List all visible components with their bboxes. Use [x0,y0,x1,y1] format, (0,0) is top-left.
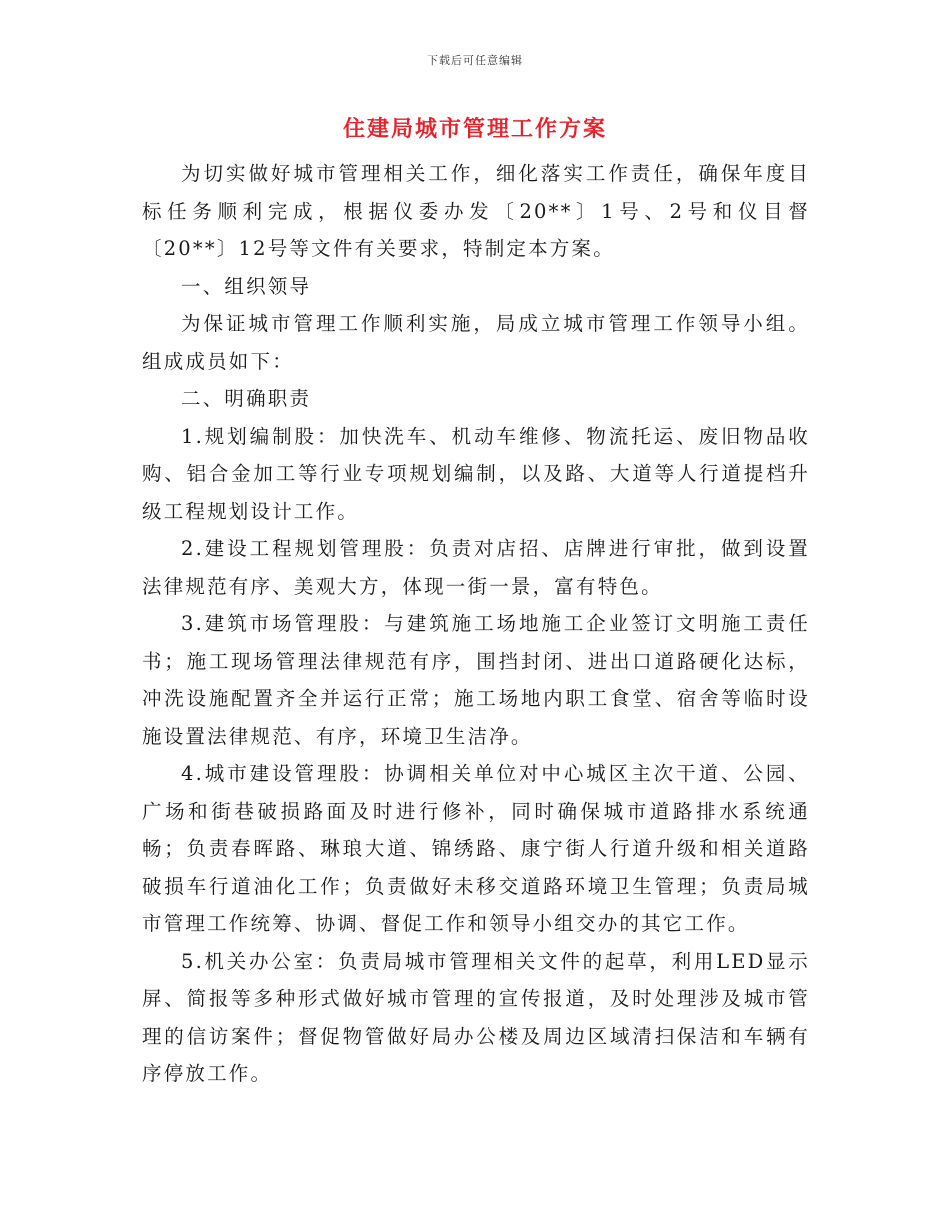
section-heading-organization: 一、组织领导 [181,274,312,298]
paragraph-intro: 为切实做好城市管理相关工作，细化落实工作责任，确保年度目标任务顺利完成，根据仪委办发〔20**〕1号、2号和仪目督〔20**〕12号等文件有关要求，特制定本方案。 [142,162,810,260]
paragraph-duty-urban-construction: 4.城市建设管理股：协调相关单位对中心城区主次干道、公园、广场和街巷破损路面及时进行修补，同时确保城市道路排水系统通畅；负责春晖路、琳琅大道、锦绣路、康宁街人行道升级和相关道路破损车行道油化工作；负责做好未移交道路环境卫生管理；负责局城市管理工作统筹、协调、督促工作和领导小组交办的其它工作。 [142,762,810,935]
paragraph-duty-office: 5.机关办公室：负责局城市管理相关文件的起草，利用LED显示屏、简报等多种形式做好城市管理的宣传报道，及时处理涉及城市管理的信访案件；督促物管做好局办公楼及周边区域清扫保洁和车辆有序停放工作。 [142,949,810,1085]
section-heading-duties: 二、明确职责 [181,387,312,410]
paragraph-organization: 为保证城市管理工作顺利实施，局成立城市管理工作领导小组。组成成员如下： [142,312,810,373]
page-header-note: 下载后可任意编辑 [427,54,523,67]
paragraph-duty-construction-planning: 2.建设工程规划管理股：负责对店招、店牌进行审批，做到设置法律规范有序、美观大方，体现一街一景，富有特色。 [142,537,810,598]
document-title: 住建局城市管理工作方案 [342,116,607,142]
paragraph-duty-construction-market: 3.建筑市场管理股：与建筑施工场地施工企业签订文明施工责任书；施工现场管理法律规范有序，围挡封闭、进出口道路硬化达标，冲洗设施配置齐全并运行正常；施工场地内职工食堂、宿舍等临时设施设置法律规范、有序，环境卫生洁净。 [142,612,810,748]
paragraph-duty-planning: 1.规划编制股：加快洗车、机动车维修、物流托运、废旧物品收购、铝合金加工等行业专项规划编制，以及路、大道等人行道提档升级工程规划设计工作。 [142,424,810,523]
document-body [142,155,810,1093]
